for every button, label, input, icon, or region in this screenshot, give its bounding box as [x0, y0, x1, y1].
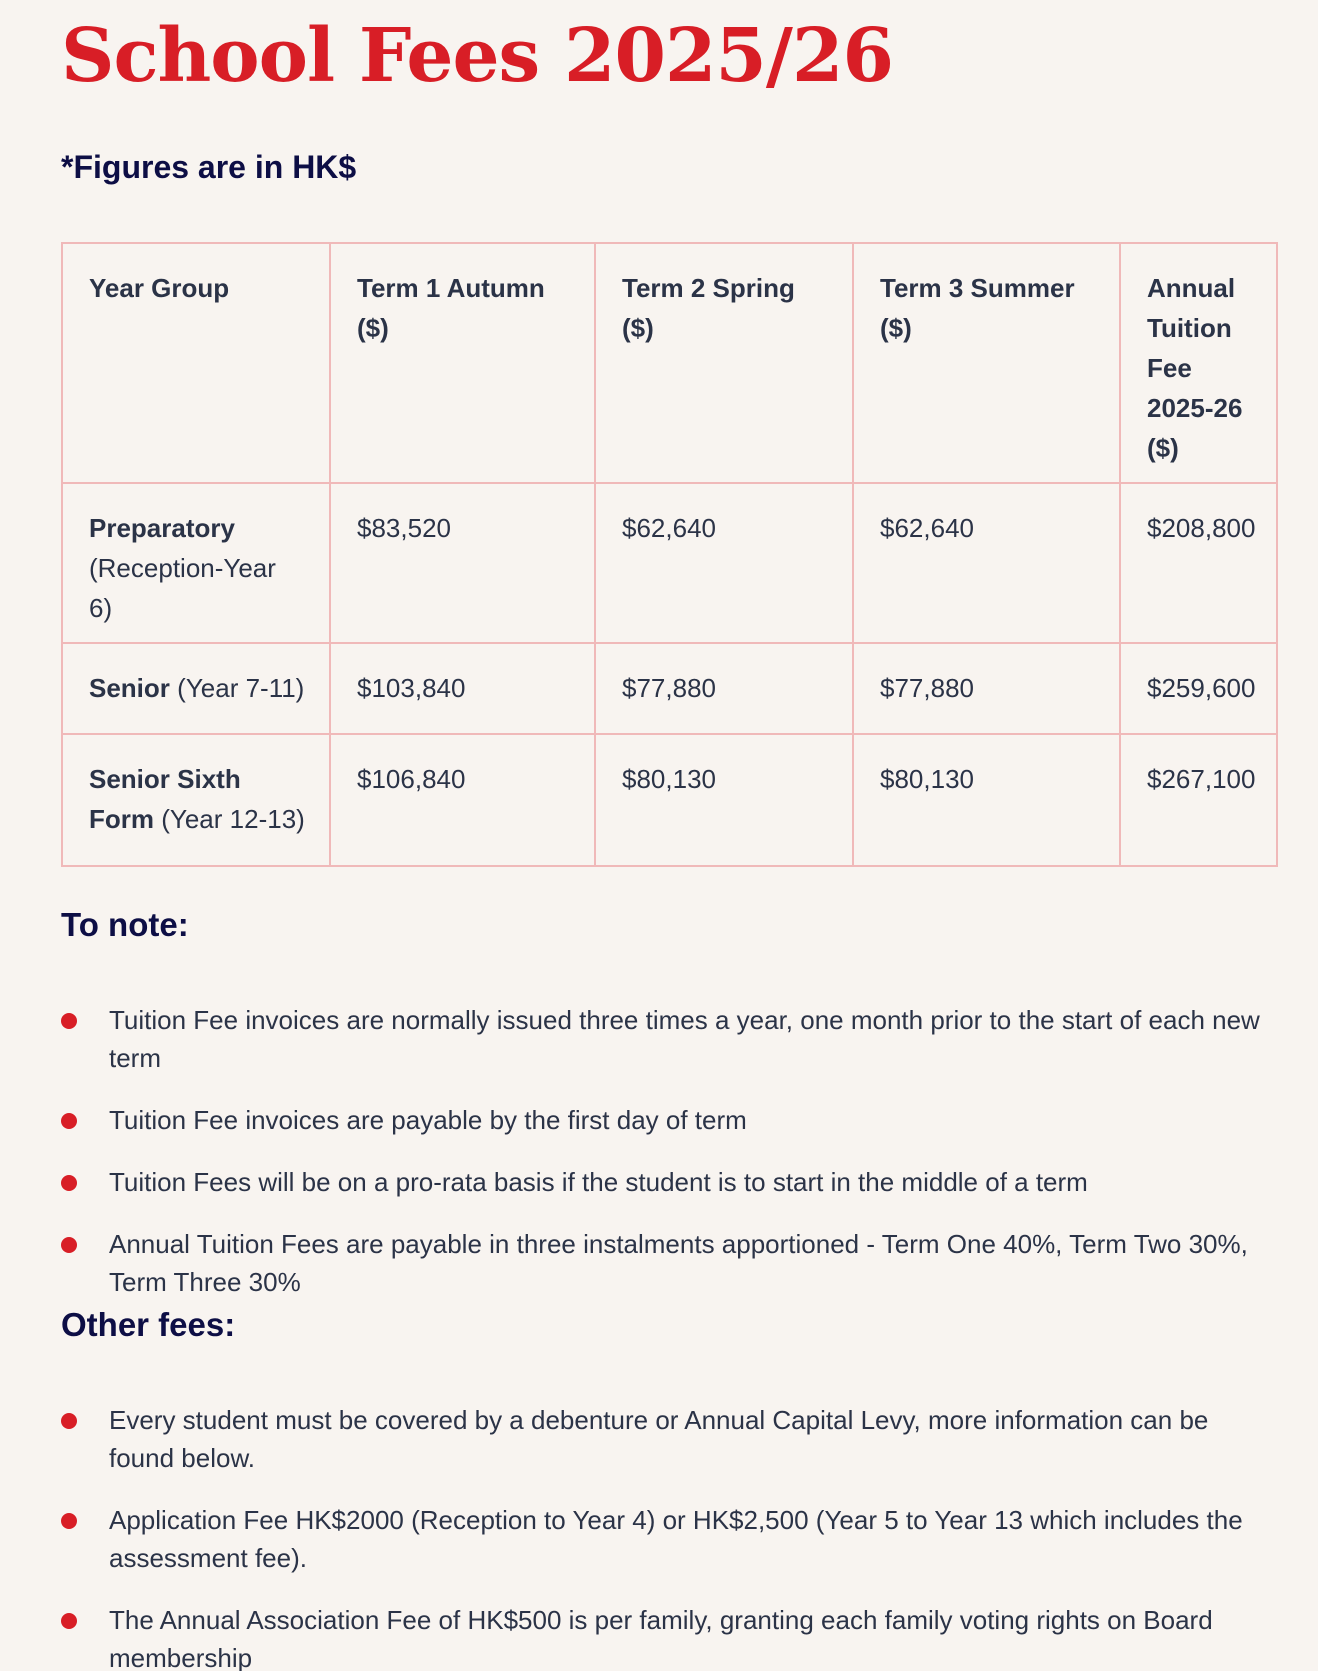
list-item-text: Tuition Fee invoices are normally issued three times a year, one month prior to the start of each new term [109, 1005, 1260, 1073]
header-term-3: Term 3 Summer ($) [853, 243, 1120, 483]
term-3-fee: $77,880 [853, 643, 1120, 734]
header-year-group: Year Group [62, 243, 330, 483]
table-header-row [62, 243, 1277, 483]
list-item-text: Every student must be covered by a debenture or Annual Capital Levy, more information can be found below. [109, 1405, 1209, 1473]
list-item-text: The Annual Association Fee of HK$500 is per family, granting each family voting rights on Board membership [109, 1605, 1213, 1671]
header-annual-fee: Annual Tuition Fee 2025-26 ($) [1120, 243, 1277, 483]
year-group-cell [62, 734, 330, 866]
list-item [61, 1101, 1276, 1139]
bullet-icon [61, 1175, 77, 1191]
year-group-name: Senior [89, 673, 170, 703]
fees-table [61, 242, 1278, 867]
term-1-fee: $83,520 [330, 483, 595, 643]
year-group-cell [62, 483, 330, 643]
list-item [61, 1601, 1276, 1671]
term-3-fee: $80,130 [853, 734, 1120, 866]
list-item-text: Application Fee HK$2000 (Reception to Year 4) or HK$2,500 (Year 5 to Year 13 which includes the assessment fee). [109, 1505, 1243, 1573]
term-2-fee: $77,880 [595, 643, 853, 734]
term-1-fee: $106,840 [330, 734, 595, 866]
annual-fee: $259,600 [1120, 643, 1277, 734]
term-3-fee: $62,640 [853, 483, 1120, 643]
notes-heading: To note: [61, 906, 189, 943]
list-item-text: Annual Tuition Fees are payable in three instalments apportioned - Term One 40%, Term Two 30%, Term Three 30% [109, 1229, 1248, 1297]
bullet-icon [61, 1013, 77, 1029]
year-group-name: Senior Sixth Form [89, 764, 241, 834]
bullet-icon [61, 1113, 77, 1129]
list-item [61, 1225, 1276, 1301]
list-item [61, 1501, 1276, 1577]
year-group-detail: (Year 12-13) [161, 804, 305, 834]
table-row [62, 483, 1277, 643]
other-fees-list [61, 1401, 1276, 1671]
table-row [62, 734, 1277, 866]
bullet-icon [61, 1237, 77, 1253]
table-row [62, 643, 1277, 734]
header-term-1: Term 1 Autumn ($) [330, 243, 595, 483]
year-group-detail: (Reception-Year 6) [89, 553, 276, 623]
list-item-text: Tuition Fees will be on a pro-rata basis if the student is to start in the middle of a term [109, 1167, 1088, 1197]
list-item [61, 1401, 1276, 1477]
term-2-fee: $80,130 [595, 734, 853, 866]
list-item [61, 1163, 1276, 1201]
page-title: School Fees 2025/26 [61, 13, 893, 99]
list-item [61, 1001, 1276, 1077]
annual-fee: $267,100 [1120, 734, 1277, 866]
term-2-fee: $62,640 [595, 483, 853, 643]
year-group-detail: (Year 7-11) [177, 673, 305, 703]
annual-fee: $208,800 [1120, 483, 1277, 643]
other-fees-heading: Other fees: [61, 1306, 236, 1343]
bullet-icon [61, 1413, 77, 1429]
bullet-icon [61, 1513, 77, 1529]
year-group-cell [62, 643, 330, 734]
notes-list [61, 1001, 1276, 1301]
currency-note: *Figures are in HK$ [61, 149, 357, 185]
term-1-fee: $103,840 [330, 643, 595, 734]
year-group-name: Preparatory [89, 513, 235, 543]
header-term-2: Term 2 Spring ($) [595, 243, 853, 483]
list-item-text: Tuition Fee invoices are payable by the first day of term [109, 1105, 747, 1135]
bullet-icon [61, 1613, 77, 1629]
